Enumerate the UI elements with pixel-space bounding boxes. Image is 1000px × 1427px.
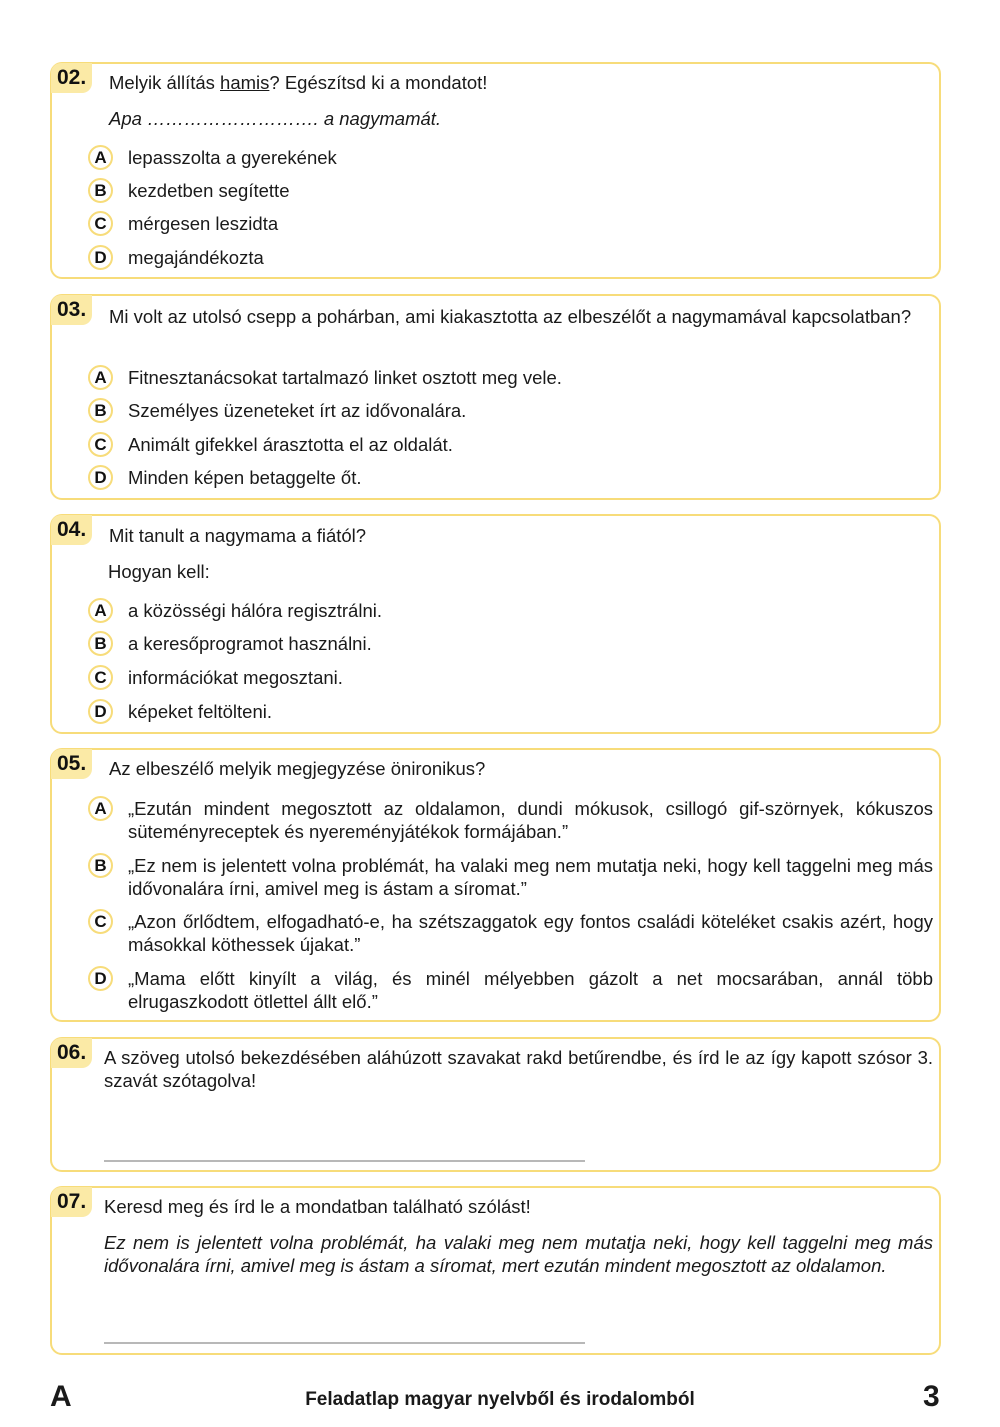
question-number: 03. <box>51 295 92 325</box>
option-text: Fitnesztanácsokat tartalmazó linket osztott meg vele. <box>128 367 562 388</box>
question-subtext: Hogyan kell: <box>108 561 210 582</box>
fill-in-sentence: Apa ………………………. a nagymamát. <box>109 108 442 129</box>
option-letter: B <box>88 398 113 423</box>
option-letter: A <box>88 365 113 390</box>
option-letter: A <box>88 145 113 170</box>
option-text: a közösségi hálóra regisztrálni. <box>128 600 382 621</box>
option-text: Minden képen betaggelte őt. <box>128 467 362 488</box>
option-letter: C <box>88 432 113 457</box>
question-number: 02. <box>51 63 92 93</box>
option-text: mérgesen leszidta <box>128 213 279 234</box>
answer-line[interactable] <box>104 1160 585 1162</box>
option-text: információkat megosztani. <box>128 667 343 688</box>
option-text: Animált gifekkel árasztotta el az oldalát. <box>128 434 453 455</box>
option-text: a keresőprogramot használni. <box>128 633 372 654</box>
option-letter: D <box>88 966 113 991</box>
option-text: lepasszolta a gyerekének <box>128 147 337 168</box>
question-05 <box>50 748 941 1022</box>
option-letter: B <box>88 631 113 656</box>
option-letter: D <box>88 245 113 270</box>
option-text: „Ezután mindent megosztott az oldalamon, dundi mókusok, csillogó gif-szörnyek, kókuszos süteményreceptek és nyereményjátékok formájában.” <box>128 798 933 842</box>
option-letter: D <box>88 699 113 724</box>
question-02 <box>50 62 941 279</box>
question-text: Melyik állítás hamis? Egészítsd ki a mondatot! <box>109 72 488 93</box>
option-letter: C <box>88 211 113 236</box>
option-letter: C <box>88 665 113 690</box>
question-04 <box>50 514 941 734</box>
option-letter: D <box>88 465 113 490</box>
option-text: „Ez nem is jelentett volna problémát, ha valaki meg nem mutatja neki, hogy kell taggelni meg más idővonalára írni, amivel meg is ástam a síromat.” <box>128 855 933 899</box>
option-letter: B <box>88 853 113 878</box>
question-text: Mi volt az utolsó csepp a pohárban, ami kiakasztotta az elbeszélőt a nagymamával kapcsolatban? <box>109 306 912 327</box>
question-number: 07. <box>51 1187 92 1217</box>
option-text: megajándékozta <box>128 247 264 268</box>
question-text: Keresd meg és írd le a mondatban található szólást! <box>104 1196 531 1217</box>
answer-line[interactable] <box>104 1342 585 1344</box>
quoted-sentence: Ez nem is jelentett volna problémát, ha valaki meg nem mutatja neki, hogy kell taggelni meg más idővonalára írni, amivel meg is ástam a síromat, mert ezután mindent megosztott az oldalamon. <box>104 1232 933 1276</box>
question-text: Az elbeszélő melyik megjegyzése önironikus? <box>109 758 486 779</box>
option-text: Személyes üzeneteket írt az idővonalára. <box>128 400 467 421</box>
question-number: 06. <box>51 1038 92 1068</box>
option-text: „Azon őrlődtem, elfogadható-e, ha szétszaggatok egy fontos családi köteléket csakis azért, hogy másokkal köthessek újakat.” <box>128 911 933 955</box>
footer-title: Feladatlap magyar nyelvből és irodalomból <box>305 1389 695 1410</box>
question-number: 05. <box>51 749 92 779</box>
question-07 <box>50 1186 941 1355</box>
option-letter: C <box>88 909 113 934</box>
question-number: 04. <box>51 515 92 545</box>
option-text: kezdetben segítette <box>128 180 290 201</box>
page-number: 3 <box>923 1380 940 1413</box>
question-06 <box>50 1037 941 1172</box>
option-text: „Mama előtt kinyílt a világ, és minél mélyebben gázolt a net mocsarában, annál több elrugaszkodott ötlettel állt elő.” <box>128 968 933 1012</box>
question-text: Mit tanult a nagymama a fiától? <box>109 525 367 546</box>
option-letter: A <box>88 598 113 623</box>
question-text: A szöveg utolsó bekezdésében aláhúzott szavakat rakd betűrendbe, és írd le az így kapott szósor 3. szavát szótagolva! <box>104 1047 933 1091</box>
option-text: képeket feltölteni. <box>128 701 272 722</box>
option-letter: B <box>88 178 113 203</box>
underlined-word: hamis <box>220 72 270 93</box>
question-03 <box>50 294 941 500</box>
option-letter: A <box>88 796 113 821</box>
footer-variant: A <box>50 1380 72 1413</box>
